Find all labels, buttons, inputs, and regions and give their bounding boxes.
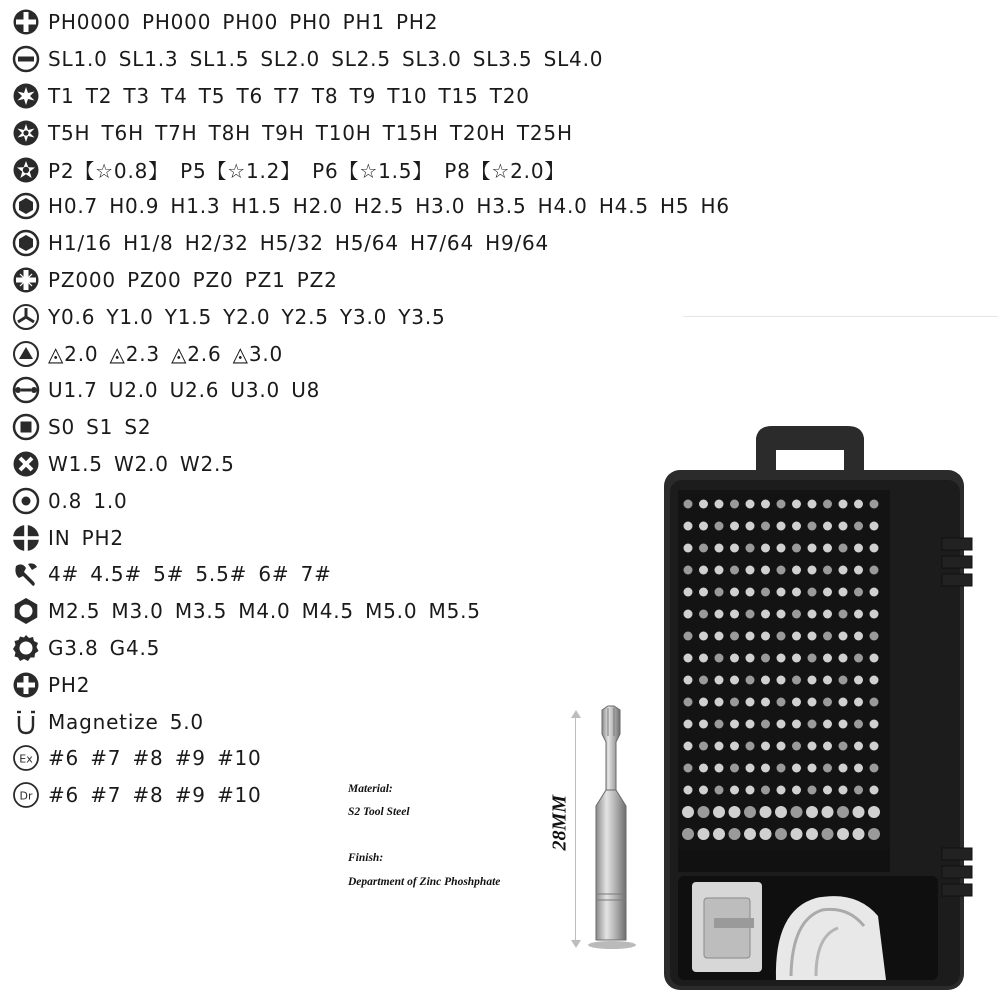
material-value: S2 Tool Steel <box>348 806 410 818</box>
hex-inch-icon <box>12 229 40 257</box>
spec-row-text: T1 T2 T3 T4 T5 T6 T7 T8 T9 T10 T15 T20 <box>48 83 530 108</box>
extractor-ex-icon <box>12 744 40 772</box>
spec-row-text: ◬2.0 ◬2.3 ◬2.6 ◬3.0 <box>48 341 284 366</box>
spec-row <box>12 188 752 225</box>
tri-wing-icon <box>12 303 40 331</box>
gear-socket-icon <box>12 634 40 662</box>
hex-socket-icon <box>12 597 40 625</box>
square-icon <box>12 413 40 441</box>
divider-line <box>683 316 998 317</box>
spec-row-text: IN PH2 <box>48 525 124 550</box>
spec-row <box>12 41 752 78</box>
spec-row-text: H1/16 H1/8 H2/32 H5/32 H5/64 H7/64 H9/64 <box>48 231 550 256</box>
plus-icon <box>12 671 40 699</box>
torx-icon <box>12 82 40 110</box>
dimension-line <box>575 712 576 944</box>
phillips-icon <box>12 8 40 36</box>
dimension-arrow-bottom <box>571 940 581 948</box>
cross-split-icon <box>12 524 40 552</box>
spec-row <box>12 225 752 262</box>
spec-row <box>12 4 752 41</box>
u-shape-icon <box>12 376 40 404</box>
drill-dr-icon <box>12 781 40 809</box>
magnet-icon <box>12 708 40 736</box>
svg-text:Dr: Dr <box>19 789 33 803</box>
spec-row-text: #6 #7 #8 #9 #10 <box>48 783 262 808</box>
spec-row <box>12 114 752 151</box>
finish-label: Finish: <box>348 852 384 864</box>
spec-row-text: 0.8 1.0 <box>48 488 128 513</box>
spec-row <box>12 262 752 299</box>
cross-x-icon <box>12 450 40 478</box>
screwdriver-kit-case-image <box>586 420 986 1000</box>
spec-row <box>12 298 752 335</box>
svg-text:Ex: Ex <box>19 752 33 766</box>
spec-row-text: #6 #7 #8 #9 #10 <box>48 746 262 771</box>
spec-row-text: H0.7 H0.9 H1.3 H1.5 H2.0 H2.5 H3.0 H3.5 H4.0 H4.5 H5 H6 <box>48 194 730 219</box>
spec-row <box>12 78 752 115</box>
spec-row-text: U1.7 U2.0 U2.6 U3.0 U8 <box>48 378 321 403</box>
spec-row-text: W1.5 W2.0 W2.5 <box>48 451 235 476</box>
spec-row-text: T5H T6H T7H T8H T9H T10H T15H T20H T25H <box>48 120 573 145</box>
spec-row-text: P2【☆0.8】 P5【☆1.2】 P6【☆1.5】 P8【☆2.0】 <box>48 159 566 184</box>
spec-row-text: G3.8 G4.5 <box>48 635 161 660</box>
dot-icon <box>12 487 40 515</box>
triangle-icon <box>12 340 40 368</box>
spec-row-text: S0 S1 S2 <box>48 415 152 440</box>
pozidriv-icon <box>12 266 40 294</box>
hex-icon <box>12 192 40 220</box>
spec-row <box>12 151 752 188</box>
spec-row-text: Magnetize 5.0 <box>48 709 204 734</box>
dimension-label: 28MM <box>548 794 571 851</box>
wrench-icon <box>12 560 40 588</box>
pentalobe-icon <box>12 156 40 184</box>
spec-row-text: 4# 4.5# 5# 5.5# 6# 7# <box>48 562 332 587</box>
spec-row-text: PH0000 PH000 PH00 PH0 PH1 PH2 <box>48 10 439 35</box>
spec-row-text: M2.5 M3.0 M3.5 M4.0 M4.5 M5.0 M5.5 <box>48 599 481 624</box>
material-label: Material: <box>348 783 393 795</box>
spec-row <box>12 372 752 409</box>
finish-value: Department of Zinc Phoshphate <box>348 876 501 888</box>
torx-security-icon <box>12 119 40 147</box>
spec-row-text: Y0.6 Y1.0 Y1.5 Y2.0 Y2.5 Y3.0 Y3.5 <box>48 304 446 329</box>
spec-row <box>12 335 752 372</box>
slotted-icon <box>12 45 40 73</box>
spec-row-text: SL1.0 SL1.3 SL1.5 SL2.0 SL2.5 SL3.0 SL3.5 SL4.0 <box>48 47 604 72</box>
spec-row-text: PH2 <box>48 672 91 697</box>
spec-row-text: PZ000 PZ00 PZ0 PZ1 PZ2 <box>48 267 338 292</box>
dimension-arrow-top <box>571 710 581 718</box>
